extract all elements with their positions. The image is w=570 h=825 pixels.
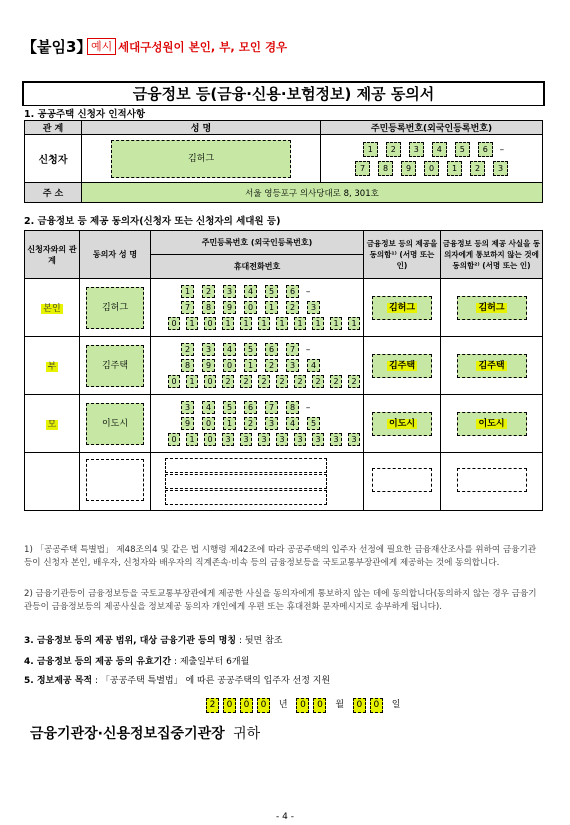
consenter-phone-digit[interactable]: 3 <box>348 433 360 446</box>
consenter-id-front-digit[interactable]: 4 <box>202 401 215 414</box>
consenter-phone-digit[interactable]: 3 <box>294 433 306 446</box>
applicant-table <box>24 120 543 203</box>
noconsent-signature-text: 김허그 <box>478 302 505 313</box>
consenter-id-cell <box>151 279 364 337</box>
consenter-phone-digit[interactable]: 1 <box>330 317 342 330</box>
consenter-name[interactable] <box>86 459 144 501</box>
consenter-phone-digit[interactable]: 2 <box>330 375 342 388</box>
col2-name: 동의자 성 명 <box>80 231 151 279</box>
address-label: 주 소 <box>25 183 82 203</box>
section2-heading: 2. 금융정보 등 제공 동의자(신청자 또는 신청자의 세대원 등) <box>24 216 281 227</box>
consenter-id-front-digit[interactable]: 5 <box>244 343 257 356</box>
consenter-phone-digit[interactable]: 3 <box>312 433 324 446</box>
consenter-id-front-digit[interactable]: 8 <box>286 401 299 414</box>
consenter-phone-digit[interactable]: 2 <box>294 375 306 388</box>
applicant-id-back-digit[interactable]: 0 <box>424 161 439 176</box>
consenter-phone-digit[interactable]: 1 <box>348 317 360 330</box>
consenter-id-back-digit[interactable]: 1 <box>244 359 257 372</box>
id-separator: – <box>496 144 505 155</box>
consenter-id-front-digit[interactable]: 6 <box>265 343 278 356</box>
noconsent-signature[interactable] <box>457 354 527 378</box>
consenter-phone-digit[interactable]: 1 <box>294 317 306 330</box>
consenter-phone-digit[interactable]: 1 <box>276 317 288 330</box>
consent-signature-text: 김허그 <box>388 302 416 313</box>
applicant-name[interactable]: 김허그 <box>111 140 291 178</box>
consenter-id-back-digit[interactable]: 7 <box>181 301 194 314</box>
page-number: - 4 - <box>276 812 294 822</box>
item-3 <box>24 633 282 646</box>
consenter-id-back-digit[interactable]: 5 <box>307 417 320 430</box>
applicant-id-back-digit[interactable]: 3 <box>493 161 508 176</box>
relation-value: 모 <box>47 420 57 430</box>
date-year-digit[interactable]: 0 <box>240 698 253 713</box>
consenter-row <box>25 453 543 511</box>
note-1: 1) 「공공주택 특별법」 제48조의4 및 같은 법 시행령 제42조에 따라 공공주택의 입주자 선정에 필요한 금융재산조사를 위하여 금융기관등이 신청자 본인, 배우자, 신청자와 배우자의 직계존속·비속 등의 금융정보등을 국토교통부장관에게 제공하는 것에 동의합니다. <box>24 545 537 568</box>
consenter-name[interactable]: 김주택 <box>86 345 144 387</box>
applicant-id-back-digit[interactable]: 9 <box>401 161 416 176</box>
attachment-label: 【붙임3】 <box>22 38 92 56</box>
consenter-phone-digit[interactable]: 2 <box>348 375 360 388</box>
applicant-id-front-digit[interactable]: 3 <box>409 142 424 157</box>
noconsent-signature[interactable] <box>457 296 527 320</box>
item-4-label: 4. 금융정보 등의 제공 등의 유효기간 <box>24 657 172 667</box>
consenter-id-back-digit[interactable]: 3 <box>265 417 278 430</box>
consenter-phone-digit[interactable]: 0 <box>168 317 180 330</box>
consenter-phone-digit[interactable]: 3 <box>330 433 342 446</box>
applicant-id-back-digit[interactable]: 7 <box>355 161 370 176</box>
consenter-phone-digit[interactable]: 0 <box>168 375 180 388</box>
date-year-digit[interactable]: 0 <box>223 698 236 713</box>
applicant-id-front-digit[interactable]: 4 <box>432 142 447 157</box>
consenter-row <box>25 395 543 453</box>
consenter-id-back-digit[interactable]: 0 <box>223 359 236 372</box>
date-year-digit[interactable]: 2 <box>206 698 219 713</box>
item-3-value: : 뒷면 참조 <box>238 636 283 646</box>
consent-signature-text: 이도시 <box>388 418 416 429</box>
consenter-id-front-digit[interactable]: 3 <box>181 401 194 414</box>
consent-signature[interactable] <box>372 412 432 436</box>
document-title: 금융정보 등(금융·신용·보험정보) 제공 동의서 <box>22 81 545 106</box>
col2-consent: 금융정보 등의 제공을 동의함¹⁾ (서명 또는 인) <box>364 231 441 279</box>
consenter-phone-digit[interactable]: 0 <box>168 433 180 446</box>
consent-sign-cell <box>364 337 441 395</box>
consenter-relation <box>25 453 80 511</box>
consenter-phone-digit[interactable]: 2 <box>312 375 324 388</box>
consenter-row <box>25 337 543 395</box>
consent-sign-cell <box>364 279 441 337</box>
consenter-id-cell <box>151 337 364 395</box>
consenter-id-back-digit[interactable]: 3 <box>307 301 320 314</box>
consenter-name[interactable]: 김허그 <box>86 287 144 329</box>
col2-phone: 휴대전화번호 <box>151 255 364 279</box>
example-description: 세대구성원이 본인, 부, 모인 경우 <box>118 40 288 54</box>
consenter-id-back-digit[interactable]: 4 <box>307 359 320 372</box>
id-separator: – <box>303 286 311 297</box>
addressee-suffix: 귀하 <box>233 726 261 742</box>
applicant-id-front-digit[interactable]: 6 <box>478 142 493 157</box>
consenter-id-back-digit[interactable]: 0 <box>202 417 215 430</box>
consenter-id-back-digit[interactable]: 3 <box>286 359 299 372</box>
col2-relation: 신청자와의 관 계 <box>25 231 80 279</box>
consenter-phone-digit[interactable]: 1 <box>186 375 198 388</box>
empty-field[interactable] <box>165 458 327 473</box>
consent-signature-text: 김주택 <box>388 360 416 371</box>
noconsent-sign-cell <box>441 395 543 453</box>
consenter-phone-digit[interactable]: 3 <box>240 433 252 446</box>
applicant-id-back-digit[interactable]: 8 <box>378 161 393 176</box>
date-day-digit[interactable]: 0 <box>370 698 383 713</box>
col-name: 성 명 <box>82 121 321 135</box>
date-day-digit[interactable]: 0 <box>353 698 366 713</box>
month-label: 월 <box>335 700 345 710</box>
applicant-id-front-digit[interactable]: 5 <box>455 142 470 157</box>
consenter-phone-digit[interactable]: 1 <box>186 433 198 446</box>
item-5-label: 5. 정보제공 목적 <box>24 676 93 686</box>
consenter-name-cell <box>80 337 151 395</box>
noconsent-sign-cell <box>441 279 543 337</box>
consenter-phone-digit[interactable]: 2 <box>258 375 270 388</box>
applicant-id-back-digit[interactable]: 2 <box>470 161 485 176</box>
consenter-id-front-digit[interactable]: 7 <box>265 401 278 414</box>
consenter-id-front-digit[interactable]: 5 <box>265 285 278 298</box>
consenter-id-back-digit[interactable]: 2 <box>265 359 278 372</box>
item-3-label: 3. 금융정보 등의 제공 범위, 대상 금융기관 등의 명칭 <box>24 636 237 646</box>
consenter-id-back-digit[interactable]: 9 <box>223 301 236 314</box>
consenter-id-front-digit[interactable]: 4 <box>223 343 236 356</box>
consenter-id-back-digit[interactable]: 1 <box>265 301 278 314</box>
noconsent-sign-cell <box>441 453 543 511</box>
consenter-phone-digit[interactable]: 3 <box>222 433 234 446</box>
empty-field[interactable] <box>165 474 327 489</box>
consenter-phone-digit[interactable]: 0 <box>204 433 216 446</box>
consenter-id-front-digit[interactable]: 5 <box>223 401 236 414</box>
consenter-phone-digit[interactable]: 3 <box>276 433 288 446</box>
consenter-relation <box>25 337 80 395</box>
applicant-id-front-digit[interactable]: 1 <box>363 142 378 157</box>
example-tag: 예시 <box>87 38 116 55</box>
consenter-phone-digit[interactable]: 0 <box>204 375 216 388</box>
consenter-id-front-digit[interactable]: 2 <box>202 285 215 298</box>
addressee <box>30 723 260 743</box>
consenter-phone-digit[interactable]: 1 <box>222 317 234 330</box>
applicant-name-cell <box>82 135 321 183</box>
consenter-name-cell <box>80 453 151 511</box>
item-4 <box>24 654 249 667</box>
consenter-phone-digit[interactable]: 0 <box>204 317 216 330</box>
consenter-relation <box>25 279 80 337</box>
consenter-phone-digit[interactable]: 1 <box>258 317 270 330</box>
consenter-row <box>25 279 543 337</box>
consenter-id-back-digit[interactable]: 1 <box>223 417 236 430</box>
consenter-id-cell <box>151 395 364 453</box>
day-label: 일 <box>391 700 401 710</box>
consenter-id-back-digit[interactable]: 9 <box>181 417 194 430</box>
year-label: 년 <box>278 700 288 710</box>
id-separator: – <box>303 402 311 413</box>
consenter-id-front-digit[interactable]: 2 <box>181 343 194 356</box>
item-4-value: : 제출일부터 6개월 <box>173 657 250 667</box>
consenter-id-front-digit[interactable]: 6 <box>244 401 257 414</box>
consenter-id-back-digit[interactable]: 8 <box>202 301 215 314</box>
consenter-name-cell <box>80 395 151 453</box>
consenter-phone-digit[interactable]: 2 <box>240 375 252 388</box>
noconsent-sign-cell <box>441 337 543 395</box>
date-month-digit[interactable]: 0 <box>296 698 309 713</box>
consenter-id-front-digit[interactable]: 6 <box>286 285 299 298</box>
applicant-id-front-digit[interactable]: 2 <box>386 142 401 157</box>
consenter-id-back-digit[interactable]: 2 <box>244 417 257 430</box>
date-year-digit[interactable]: 0 <box>257 698 270 713</box>
consenter-phone-digit[interactable]: 1 <box>312 317 324 330</box>
address-value[interactable]: 서울 영등포구 의사당대로 8, 301호 <box>82 183 543 203</box>
consenter-id-front-digit[interactable]: 4 <box>244 285 257 298</box>
consenter-id-back-digit[interactable]: 9 <box>202 359 215 372</box>
noconsent-signature[interactable] <box>457 468 527 492</box>
consenter-phone-digit[interactable]: 1 <box>186 317 198 330</box>
consent-signature[interactable] <box>372 296 432 320</box>
consenter-id-front-digit[interactable]: 1 <box>181 285 194 298</box>
item-5-value: : 「공공주택 특별법」 에 따른 공공주택의 입주자 선정 지원 <box>95 676 331 686</box>
relation-value: 본인 <box>43 304 61 314</box>
section1-heading: 1. 공공주택 신청자 인적사항 <box>24 109 146 120</box>
consenter-id-back-digit[interactable]: 0 <box>244 301 257 314</box>
col2-id: 주민등록번호 (외국인등록번호) <box>151 231 364 255</box>
noconsent-signature-text: 이도시 <box>478 418 505 429</box>
addressee-name: 금융기관장·신용정보집중기관장 <box>30 726 225 742</box>
consent-signature[interactable] <box>372 468 432 492</box>
date-row <box>204 697 400 713</box>
relation-value: 부 <box>47 362 57 372</box>
date-month-digit[interactable]: 0 <box>313 698 326 713</box>
consenter-id-back-digit[interactable]: 4 <box>286 417 299 430</box>
note-2: 2) 금융기관등이 금융정보등을 국토교통부장관에게 제공한 사실을 동의자에게 통보하지 않는 데에 동의합니다(동의하지 않는 경우 금융기관등이 금융정보등의 제공사실을 정보제공 동의자 개인에게 우편 또는 휴대전화 문자메시지로 송부하게 됩니다). <box>24 589 537 612</box>
consenter-relation <box>25 395 80 453</box>
consenter-id-back-digit[interactable]: 8 <box>181 359 194 372</box>
consenter-id-cell <box>151 453 364 511</box>
consent-sign-cell <box>364 453 441 511</box>
col-id: 주민등록번호(외국인등록번호) <box>321 121 543 135</box>
col-relation: 관 계 <box>25 121 82 135</box>
consenter-phone-digit[interactable]: 2 <box>276 375 288 388</box>
consenter-name[interactable]: 이도시 <box>86 403 144 445</box>
col2-noconsent: 금융정보 등의 제공 사실을 동의자에게 통보하지 않는 것에 동의함²⁾ (서명 또는 인) <box>441 231 543 279</box>
empty-field[interactable] <box>165 490 327 505</box>
noconsent-signature[interactable] <box>457 412 527 436</box>
applicant-id-cell <box>321 135 543 183</box>
noconsent-signature-text: 김주택 <box>478 360 505 371</box>
applicant-id-back-digit[interactable]: 1 <box>447 161 462 176</box>
consenter-phone-digit[interactable]: 3 <box>258 433 270 446</box>
id-separator: – <box>303 344 311 355</box>
consenter-id-front-digit[interactable]: 3 <box>202 343 215 356</box>
consenter-phone-digit[interactable]: 1 <box>240 317 252 330</box>
consent-sign-cell <box>364 395 441 453</box>
consenter-id-front-digit[interactable]: 3 <box>223 285 236 298</box>
consenter-name-cell <box>80 279 151 337</box>
consenter-phone-digit[interactable]: 2 <box>222 375 234 388</box>
item-5 <box>24 673 330 686</box>
consenter-id-back-digit[interactable]: 2 <box>286 301 299 314</box>
consenter-table <box>24 230 543 511</box>
consent-signature[interactable] <box>372 354 432 378</box>
applicant-label: 신청자 <box>25 135 82 183</box>
consenter-id-front-digit[interactable]: 7 <box>286 343 299 356</box>
